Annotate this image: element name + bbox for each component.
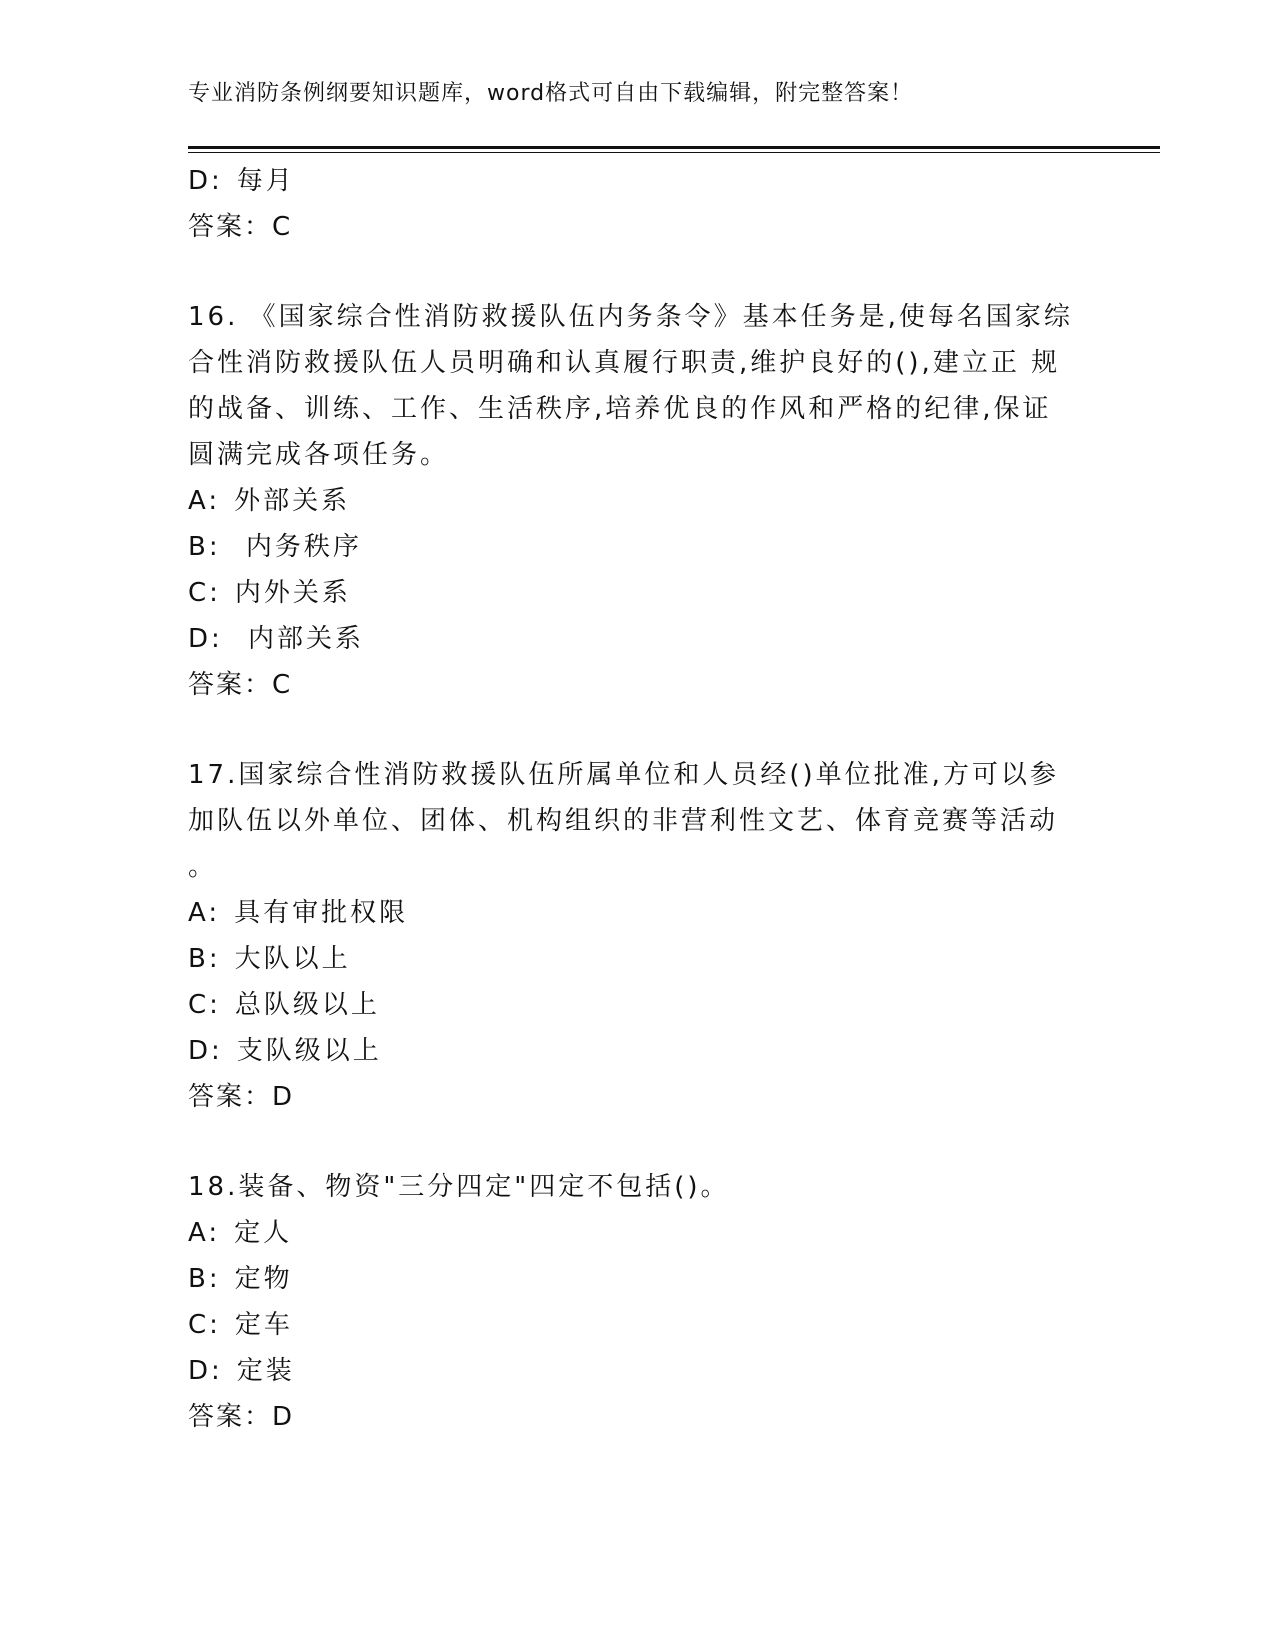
option-text: 定车 bbox=[234, 1310, 293, 1340]
option-a bbox=[188, 478, 1088, 524]
question-text-line: 16. 《国家综合性消防救援队伍内务条令》基本任务是,使每名国家综 bbox=[188, 302, 1073, 332]
option-d bbox=[188, 1028, 1088, 1074]
option-b bbox=[188, 524, 1088, 570]
option-label: B: bbox=[188, 944, 221, 974]
option-text: 具有审批权限 bbox=[234, 898, 409, 928]
option-c bbox=[188, 982, 1088, 1028]
question-text-line: 的战备、训练、工作、生活秩序,培养优良的作风和严格的纪律,保证 bbox=[188, 394, 1052, 424]
option-label: A: bbox=[188, 486, 221, 516]
option-text: 支队级以上 bbox=[236, 1036, 382, 1066]
option-text: 定物 bbox=[234, 1264, 293, 1294]
question-text-line: 圆满完成各项任务。 bbox=[188, 440, 450, 470]
option-text: 大队以上 bbox=[234, 944, 351, 974]
option-text: 内部关系 bbox=[236, 624, 365, 654]
option-b bbox=[188, 1256, 1088, 1302]
option-text: 定人 bbox=[234, 1218, 293, 1248]
document-body bbox=[188, 158, 1088, 1440]
option-c bbox=[188, 1302, 1088, 1348]
question-text-line: 。 bbox=[188, 852, 218, 882]
question-text-line: 18.装备、物资"三分四定"四定不包括()。 bbox=[188, 1172, 730, 1202]
option-label: A: bbox=[188, 1218, 221, 1248]
option-label: B: bbox=[188, 1264, 221, 1294]
option-d bbox=[188, 158, 1088, 204]
question-text-line: 合性消防救援队伍人员明确和认真履行职责,维护良好的(),建立正 规 bbox=[188, 348, 1061, 378]
answer-line: 答案：D bbox=[188, 1402, 295, 1432]
option-b bbox=[188, 936, 1088, 982]
option-a bbox=[188, 890, 1088, 936]
question-text-line: 加队伍以外单位、团体、机构组织的非营利性文艺、体育竞赛等活动 bbox=[188, 806, 1059, 836]
option-a bbox=[188, 1210, 1088, 1256]
option-label: A: bbox=[188, 898, 221, 928]
option-label: C: bbox=[188, 990, 221, 1020]
option-d bbox=[188, 1348, 1088, 1394]
option-label: C: bbox=[188, 1310, 221, 1340]
question-block bbox=[188, 752, 1088, 1120]
option-text: 总队级以上 bbox=[234, 990, 380, 1020]
header-rule bbox=[188, 146, 1160, 149]
option-label: D: bbox=[188, 1036, 223, 1066]
page-header: 专业消防条例纲要知识题库，word格式可自由下载编辑，附完整答案！ bbox=[188, 81, 914, 106]
option-text: 定装 bbox=[236, 1356, 295, 1386]
option-d bbox=[188, 616, 1088, 662]
option-text: 每月 bbox=[236, 166, 295, 196]
option-label: D: bbox=[188, 1356, 223, 1386]
option-text: 内外关系 bbox=[234, 578, 351, 608]
option-label: B: bbox=[188, 532, 221, 562]
option-label: D: bbox=[188, 624, 223, 654]
option-text: 外部关系 bbox=[234, 486, 351, 516]
option-c bbox=[188, 570, 1088, 616]
question-text-line: 17.国家综合性消防救援队伍所属单位和人员经()单位批准,方可以参 bbox=[188, 760, 1059, 790]
answer-line: 答案：D bbox=[188, 1082, 295, 1112]
question-block bbox=[188, 1164, 1088, 1440]
option-label: C: bbox=[188, 578, 221, 608]
header-rule-thin bbox=[188, 152, 1160, 153]
option-text: 内务秩序 bbox=[234, 532, 362, 562]
question-block bbox=[188, 294, 1088, 708]
answer-line: 答案：C bbox=[188, 670, 293, 700]
answer-line: 答案：C bbox=[188, 212, 293, 242]
option-label: D: bbox=[188, 166, 223, 196]
